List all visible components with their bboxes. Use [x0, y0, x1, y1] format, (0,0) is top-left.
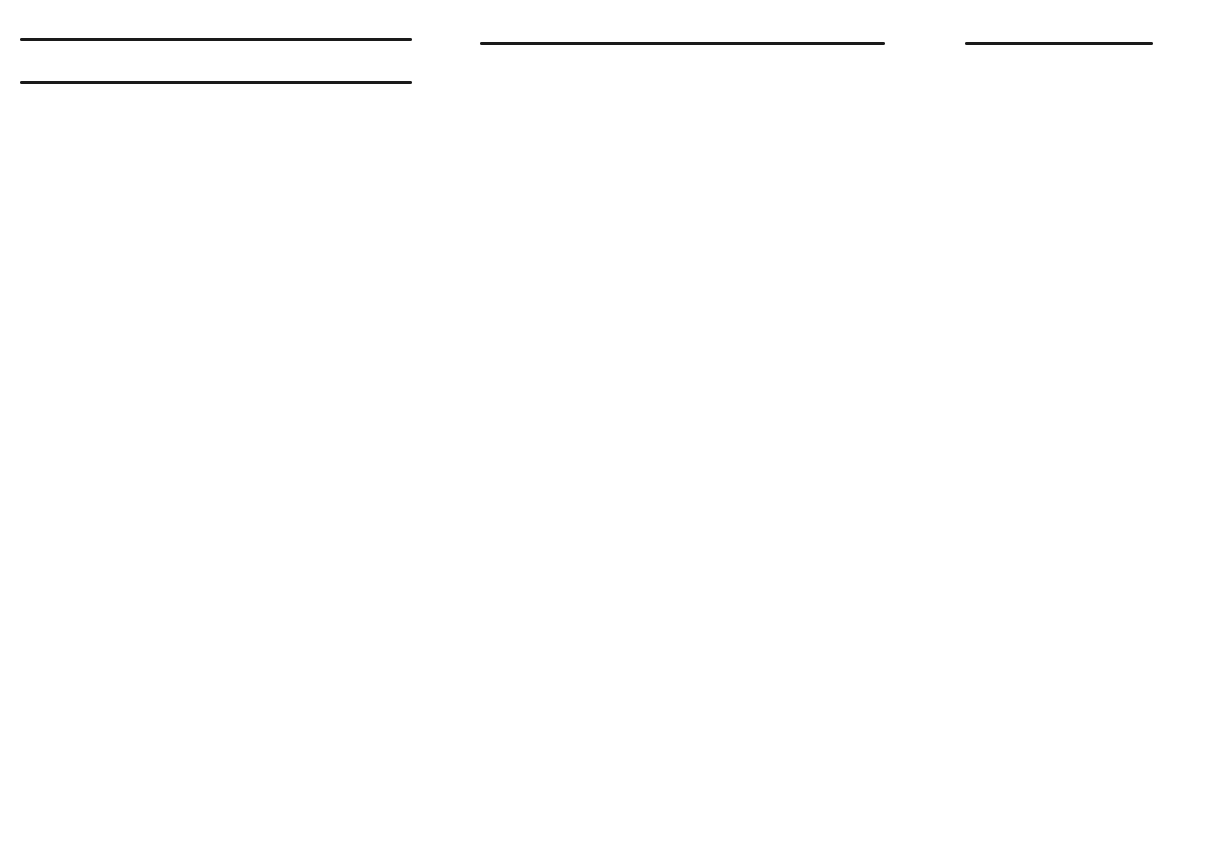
column-selbsthilfe: [965, 0, 1195, 162]
event-entry: [20, 134, 435, 151]
event-entry: [480, 63, 910, 80]
section-divider: [20, 38, 412, 41]
event-entry: [965, 128, 1195, 149]
column-geselligkeit-sport: [20, 0, 435, 190]
event-entry: [480, 93, 910, 110]
event-entry: [20, 104, 435, 121]
section-divider: [20, 81, 412, 84]
event-entry: [480, 205, 910, 222]
section-divider: [480, 42, 885, 45]
section-divider: [965, 42, 1153, 45]
column-sport-kreativ: [480, 0, 910, 261]
event-entry: [480, 149, 910, 166]
